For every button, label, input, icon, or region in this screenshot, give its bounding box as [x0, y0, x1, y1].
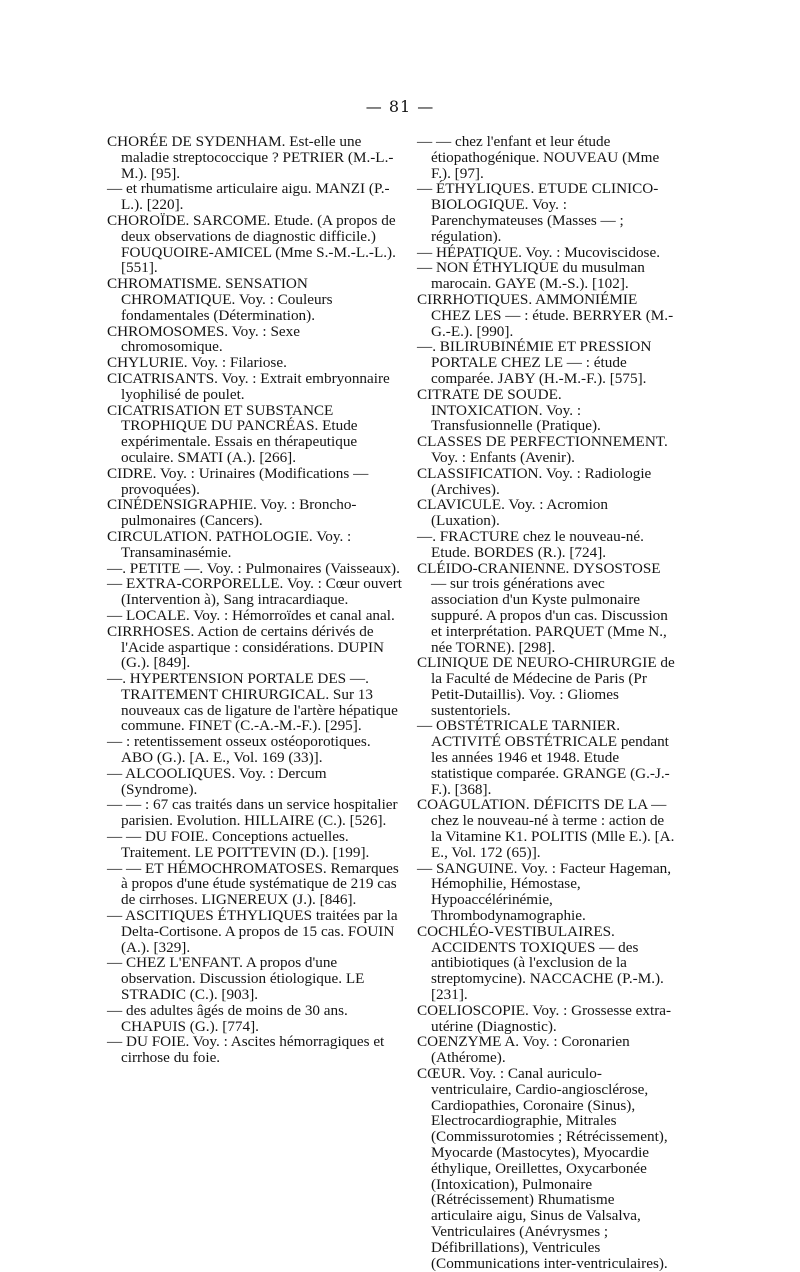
index-entry: — — chez l'enfant et leur étude étiopathogénique. NOUVEAU (Mme F.). [97].	[417, 133, 660, 182]
index-entry: CHYLURIE. Voy. : Filariose.	[107, 354, 287, 372]
index-entry: —. PETITE —. Voy. : Pulmonaires (Vaisseaux).	[107, 559, 400, 577]
index-entry: CICATRISANTS. Voy. : Extrait embryonnaire lyophilisé de poulet.	[107, 369, 390, 403]
index-entry: COELIOSCOPIE. Voy. : Grossesse extra-utérine (Diagnostic).	[417, 1001, 672, 1035]
index-entry: COENZYME A. Voy. : Coronarien (Athérome).	[417, 1033, 630, 1067]
index-entry: — — DU FOIE. Conceptions actuelles. Traitement. LE POITTEVIN (D.). [199].	[107, 828, 370, 861]
index-entry: — ÉTHYLIQUES. ETUDE CLINICO-BIOLOGIQUE. Voy. : Parenchymateuses (Masses — ; régulation).	[417, 180, 659, 245]
index-entry: — EXTRA-CORPORELLE. Voy. : Cœur ouvert (Intervention à), Sang intracardiaque.	[107, 575, 403, 609]
index-entry: COAGULATION. DÉFICITS DE LA — chez le nouveau-né à terme : action de la Vitamine K1. POLITIS (Mlle E.). [A. E., Vol. 172 (65)].	[417, 796, 675, 861]
page-number: — 81 —	[365, 97, 435, 116]
index-entry: — : retentissement osseux ostéoporotiques. ABO (G.). [A. E., Vol. 169 (33)].	[107, 733, 371, 767]
index-entry: CIRRHOSES. Action de certains dérivés de l'Acide aspartique : considérations. DUPIN (G.). [849].	[107, 622, 384, 672]
index-entry: CLAVICULE. Voy. : Acromion (Luxation).	[417, 496, 608, 530]
index-entry: — et rhumatisme articulaire aigu. MANZI (P.-L.). [220].	[107, 180, 390, 214]
index-entry: — SANGUINE. Voy. : Facteur Hageman, Hémophilie, Hémostase, Hypoaccélérinémie, Thrombodynamographie.	[417, 859, 672, 925]
index-entry: CIRCULATION. PATHOLOGIE. Voy. : Transaminasémie.	[107, 527, 352, 561]
index-entry: CLÉIDO-CRANIENNE. DYSOSTOSE — sur trois générations avec association d'un Kyste pulmonaire suppuré. A propos d'un cas. Discussion et interprétation. PARQUET (Mme N., née TORNE). [298].	[417, 559, 668, 656]
right-column	[417, 134, 675, 1271]
index-entry: — — ET HÉMOCHROMATOSES. Remarques à propos d'une étude systématique de 219 cas de cirrhoses. LIGNEREUX (J.). [846].	[107, 859, 399, 909]
index-entry: — DU FOIE. Voy. : Ascites hémorragiques et cirrhose du foie.	[107, 1033, 385, 1067]
index-entry: —. HYPERTENSION PORTALE DES —. TRAITEMENT CHIRURGICAL. Sur 13 nouveaux cas de ligature de l'artère hépatique commune. FINET (C.-A.-M.-F.). [295].	[107, 670, 398, 735]
left-column	[107, 134, 403, 1066]
index-entry: CITRATE DE SOUDE. INTOXICATION. Voy. : Transfusionnelle (Pratique).	[417, 385, 601, 435]
index-entry: — — : 67 cas traités dans un service hospitalier parisien. Evolution. HILLAIRE (C.). [526].	[107, 796, 398, 830]
index-entry: CLINIQUE DE NEURO-CHIRURGIE de la Faculté de Médecine de Paris (Pr Petit-Dutaillis). Voy. : Gliomes sustentoriels.	[417, 654, 675, 719]
index-entry: CINÉDENSIGRAPHIE. Voy. : Broncho-pulmonaires (Cancers).	[107, 496, 357, 530]
index-entry: CLASSES DE PERFECTIONNEMENT. Voy. : Enfants (Avenir).	[417, 433, 668, 466]
index-entry: — ASCITIQUES ÉTHYLIQUES traitées par la Delta-Cortisone. A propos de 15 cas. FOUIN (A.). [329].	[107, 907, 398, 956]
index-entry: COCHLÉO-VESTIBULAIRES. ACCIDENTS TOXIQUES — des antibiotiques (à l'exclusion de la streptomycine). NACCACHE (P.-M.). [231].	[417, 922, 664, 1004]
index-entry: — HÉPATIQUE. Voy. : Mucoviscidose.	[417, 243, 661, 261]
index-entry: CHROMATISME. SENSATION CHROMATIQUE. Voy. : Couleurs fondamentales (Détermination).	[107, 275, 333, 324]
index-entry: CIRRHOTIQUES. AMMONIÉMIE CHEZ LES — : étude. BERRYER (M.-G.-E.). [990].	[417, 290, 674, 340]
index-entry: CICATRISATION ET SUBSTANCE TROPHIQUE DU PANCRÉAS. Etude expérimentale. Essais en thérapeutique oculaire. SMATI (A.). [266].	[107, 401, 358, 466]
index-entry: — NON ÉTHYLIQUE du musulman marocain. GAYE (M.-S.). [102].	[417, 259, 645, 293]
index-entry: CHORÉE DE SYDENHAM. Est-elle une maladie streptococcique ? PETRIER (M.-L.-M.). [95].	[107, 133, 394, 182]
index-entry: CHOROÏDE. SARCOME. Etude. (A propos de deux observations de diagnostic difficile.) FOUQUOIRE-AMICEL (Mme S.-M.-L.-L.). [551].	[107, 211, 396, 277]
index-entry: CIDRE. Voy. : Urinaires (Modifications — provoquées).	[107, 464, 369, 498]
index-entry: CHROMOSOMES. Voy. : Sexe chromosomique.	[107, 322, 300, 356]
index-entry: — ALCOOLIQUES. Voy. : Dercum (Syndrome).	[107, 764, 327, 798]
index-entry: — LOCALE. Voy. : Hémorroïdes et canal anal.	[107, 606, 395, 624]
index-entry: CŒUR. Voy. : Canal auriculo-ventriculaire, Cardio-angiosclérose, Cardiopathies, Coronaire (Sinus), Electrocardiographie, Mitrales (Commissurotomies ; Rétrécissement), Myocarde (Mastocytes), Myocardie éthylique, Oreillettes, Oxycarbonée (Intoxication), Pulmonaire (Rétrécissement) Rhumatisme articulaire aigu, Sinus de Valsalva, Ventriculaires (Anévrysmes ; Défibrillations), Ventricules (Communications inter-ventriculaires).	[417, 1065, 668, 1272]
index-entry: —. BILIRUBINÉMIE ET PRESSION PORTALE CHEZ LE — : étude comparée. JABY (H.-M.-F.). [575].	[417, 338, 652, 387]
index-entry: — OBSTÉTRICALE TARNIER. ACTIVITÉ OBSTÉTRICALE pendant les années 1946 et 1948. Etude statistique comparée. GRANGE (G.-J.-F.). [368].	[417, 717, 670, 798]
index-entry: — des adultes âgés de moins de 30 ans. CHAPUIS (G.). [774].	[107, 1001, 348, 1035]
index-entry: CLASSIFICATION. Voy. : Radiologie (Archives).	[417, 464, 652, 498]
index-entry: —. FRACTURE chez le nouveau-né. Etude. BORDES (R.). [724].	[417, 527, 644, 561]
index-entry: — CHEZ L'ENFANT. A propos d'une observation. Discussion étiologique. LE STRADIC (C.). [903].	[107, 954, 365, 1004]
